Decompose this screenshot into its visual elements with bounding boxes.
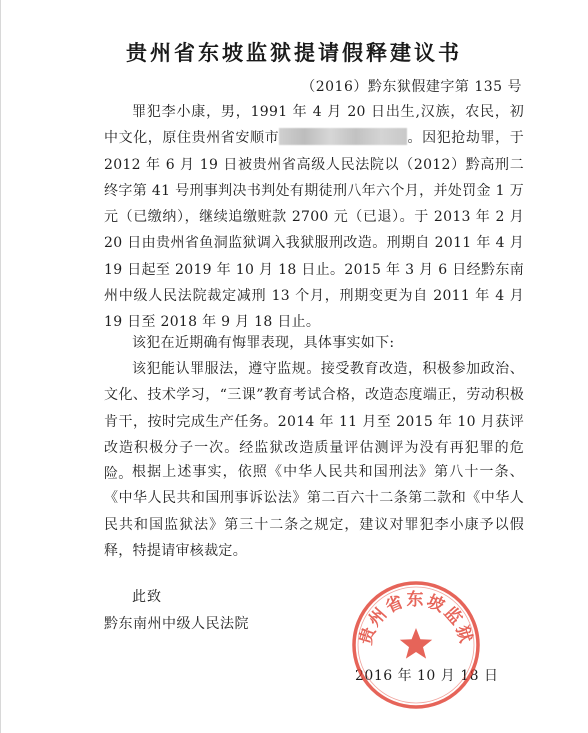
closing-salutation: 此致	[132, 589, 162, 605]
paragraph-intro-facts	[104, 330, 524, 356]
seal-text-path: 贵州省东坡监狱	[355, 590, 477, 648]
paragraph-prisoner-info	[104, 99, 524, 336]
paragraph-text: 该犯能认罪服法，遵守监规。接受教育改造，积极参加政治、文化、技术学习，“三课”教育考试合格，改造态度端正，劳动积极肯干，按时完成生产任务。2014 年 11 月至 2015 年 10 月获评改造积极分子一次。经监狱改造质量评估测评为没有再犯罪的危险。	[104, 361, 524, 483]
paragraph-text: 该犯在近期确有悔罪表现，具体事实如下:	[132, 335, 395, 351]
redacted-address	[279, 128, 407, 145]
paragraph-text-before-redaction: 罪犯李小康，男，1991 年 4 月 20 日出生,汉族，农民，初中文化，原住贵州省安顺市	[104, 104, 524, 147]
addressee: 黔东南州中级人民法院	[104, 616, 249, 632]
official-seal	[349, 578, 483, 712]
paragraph-text: 根据上述事实，依照《中华人民共和国刑法》第八十一条、《中华人民共和国刑事诉讼法》第二百六十二条第二款和《中华人民共和国监狱法》第三十二条之规定，建议对罪犯李小康予以假释，特提请审核裁定。	[104, 464, 524, 559]
paragraph-legal-basis	[104, 459, 524, 564]
paragraph-text-after-redaction: 。因犯抢劫罪，于 2012 年 6 月 19 日被贵州省高级人民法院以（2012）黔高刑二终字第 41 号刑事判决书判处有期徒刑八年六个月，并处罚金 1 万元（已缴纳），继续追缴赃款 2700 元（已退）。于 2013 年 2 月 20 日由贵州省鱼洞监狱调入我狱服刑改造。刑期自 2011 年 4 月 19 日起至 2019 年 10 月 18 日止。2015 年 3 月 6 日经黔东南州中级人民法院裁定减刑 13 个月，刑期变更为自 2011 年 4 月 19 日至 2018 年 9 月 18 日止。	[104, 130, 524, 331]
document-title: 贵州省东坡监狱提请假释建议书	[126, 40, 462, 65]
star-icon	[400, 628, 432, 659]
signature-date: 2016 年 10 月 18 日	[355, 668, 499, 684]
document-number: （2016）黔东狱假建字第 135 号	[301, 79, 522, 95]
